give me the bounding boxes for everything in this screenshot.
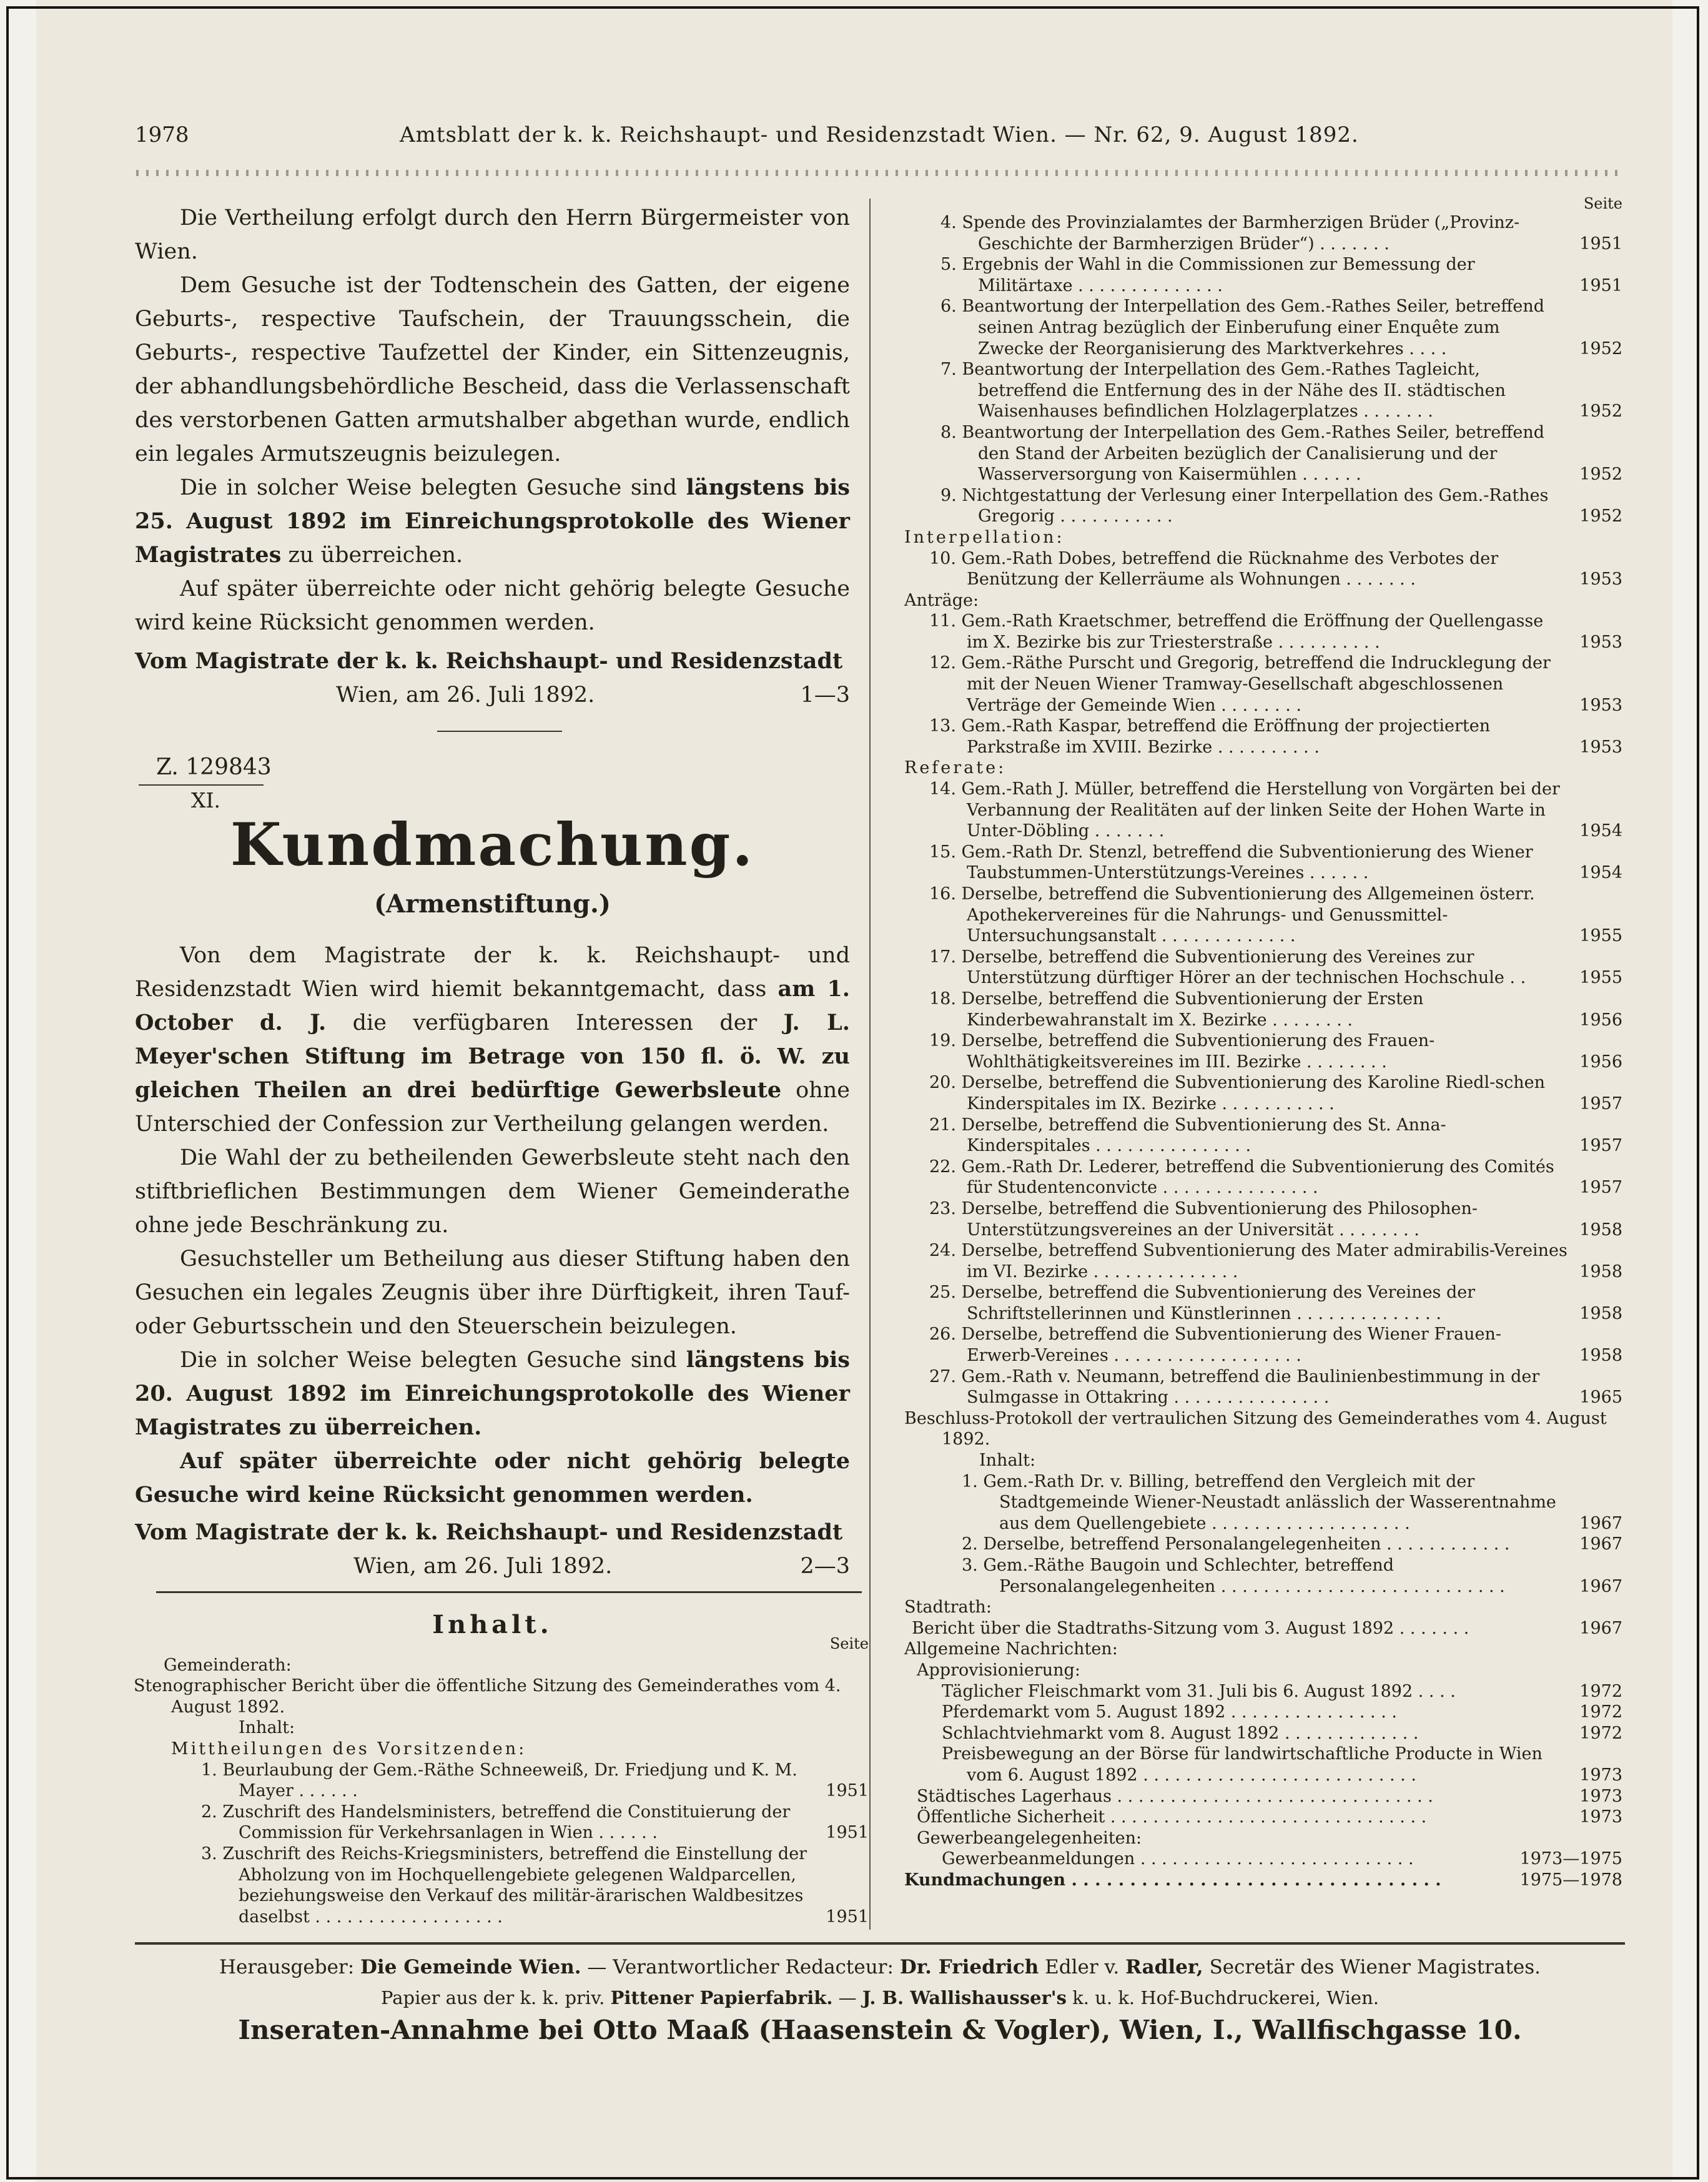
notice-date: Wien, am 26. Juli 1892.: [353, 1554, 613, 1579]
stadtrath-label: Stadtrath:: [904, 1597, 992, 1617]
toc-entry: Täglicher Fleischmarkt vom 31. Juli bis 6. August 1892 . . . . 1972: [942, 1681, 1622, 1701]
left-top-section: [135, 201, 850, 712]
allgemeine-label: Allgemeine Nachrichten:: [904, 1639, 1118, 1659]
notice-paragraph-3: Gesuchsteller um Betheilung aus dieser Stiftung haben den Gesuchen ein legales Zeugnis über ihre Dürftigkeit, ihren Tauf- oder Geburtsschein und den Steuerschein beizulegen.: [135, 1247, 850, 1339]
inhalt-title: Inhalt.: [432, 1610, 553, 1639]
toc-entry: Bericht über die Stadtraths-Sitzung vom 3. August 1892 . . . . . . . 1967: [912, 1618, 1622, 1638]
notice-paragraph-2: Die Wahl der zu betheilenden Gewerbsleute steht nach den stiftbrieflichen Bestimmungen dem Wiener Gemeinderathe ohne jede Beschränkung zu.: [135, 1145, 850, 1238]
page-header-title: Amtsblatt der k. k. Reichshaupt- und Residenzstadt Wien. — Nr. 62, 9. August 1892.: [400, 122, 1359, 147]
toc-entry: 8. Beantwortung der Interpellation des Gem.-Rathes Seiler, betreffend den Stand der Arbeiten bezüglich der Canalisierung und der Wasserversorgung von Kaisermühlen . . . . . . 1952: [940, 422, 1622, 485]
reference-section: XI.: [191, 788, 221, 812]
toc-entry: 24. Derselbe, betreffend Subventionierung des Mater admirabilis-Vereines im VI. Bezirke . . . . . . . . . . . . . . 1958: [929, 1241, 1622, 1281]
referate-label: Referate:: [904, 758, 1007, 778]
notice-paragraph-4: Die in solcher Weise belegten Gesuche sind längstens bis 20. August 1892 im Einreichungsprotokolle des Wiener Magistrates zu überreichen.: [135, 1347, 851, 1440]
signature: Vom Magistrate der k. k. Reichshaupt- und Residenzstadt: [135, 648, 843, 674]
toc-entry: 9. Nichtgestattung der Verlesung einer Interpellation des Gem.-Rathes Gregorig . . . . . . . . . . . 1952: [940, 485, 1622, 526]
toc-entry: Städtisches Lagerhaus . . . . . . . . . . . . . . . . . . . . . . . . . . . . . . 1973: [917, 1786, 1622, 1806]
inhalt-sub-label: Inhalt:: [239, 1718, 295, 1738]
toc-entry: Pferdemarkt vom 5. August 1892 . . . . . . . . . . . . . . . . 1972: [942, 1702, 1622, 1722]
footer-advertising-line: Inseraten-Annahme bei Otto Maaß (Haasenstein & Vogler), Wien, I., Wallfischgasse 10.: [238, 2015, 1522, 2045]
reference-number: Z. 129843: [156, 754, 272, 780]
inhalt-left: [134, 1634, 869, 1927]
toc-entry: 1. Gem.-Rath Dr. v. Billing, betreffend den Vergleich mit der Stadtgemeinde Wiener-Neustadt anlässlich der Wasserentnahme aus dem Quellengebiete . . . . . . . . . . . . . . . . . . . 1967: [962, 1471, 1622, 1533]
toc-entry: 5. Ergebnis der Wahl in die Commissionen zur Bemessung der Militärtaxe . . . . . . . . . . . . . . 1951: [940, 255, 1622, 295]
toc-entry: 10. Gem.-Rath Dobes, betreffend die Rücknahme des Verbotes der Benützung der Kellerräume als Wohnungen . . . . . . . 1953: [929, 548, 1622, 590]
toc-right-list: [904, 212, 1622, 527]
notice-paragraph-1: Von dem Magistrate der k. k. Reichshaupt- und Residenzstadt Wien wird hiemit bekanntgemacht, dass am 1. October d. J. die verfügbaren Interessen der J. L. Meyer'schen Stiftung im Betrage von 150 fl. ö. W. zu gleichen Theilen an drei bedürftige Gewerbsleute ohne Unterschied der Confession zur Vertheilung gelangen werden.: [135, 943, 850, 1137]
notice-code: 2—3: [800, 1554, 850, 1579]
notice-paragraph-5: Auf später überreichte oder nicht gehörig belegte Gesuche wird keine Rücksicht genommen werden.: [135, 1448, 850, 1508]
toc-entry: Preisbewegung an der Börse für landwirtschaftliche Producte in Wien vom 6. August 1892 . . . . . . . . . . . . . . . . . . . . . . . . . . 1973: [942, 1744, 1622, 1785]
page-number: 1978: [135, 122, 189, 147]
footer-rule: [135, 1942, 1625, 1945]
mittheilungen-label: Mittheilungen des Vorsitzenden:: [171, 1739, 527, 1759]
notice-signature: Vom Magistrate der k. k. Reichshaupt- und Residenzstadt: [135, 1519, 843, 1545]
toc-entry: 2. Derselbe, betreffend Personalangelegenheiten . . . . . . . . . . . . 1967: [962, 1534, 1622, 1554]
toc-entry: Kundmachungen . . . . . . . . . . . . . . . . . . . . . . . . . . . . . . . . 1975—1978: [904, 1870, 1622, 1890]
reference-underline: [139, 784, 264, 786]
toc-entry: 4. Spende des Provinzialamtes der Barmherzigen Brüder („Provinz-Geschichte der Barmherzigen Brüder“) . . . . . . . 1951: [940, 213, 1622, 254]
toc-entry: 2. Zuschrift des Handelsministers, betreffend die Constituierung der Commission für Verkehrsanlagen in Wien . . . . . . 1951: [201, 1802, 869, 1843]
paragraph-late: Auf später überreichte oder nicht gehörig belegte Gesuche wird keine Rücksicht genommen werden.: [135, 576, 850, 635]
gewerbe-label: Gewerbeangelegenheiten:: [917, 1828, 1142, 1848]
toc-entry: Gewerbeanmeldungen . . . . . . . . . . . . . . . . . . . . . . . . . . 1973—1975: [942, 1849, 1622, 1869]
footer-publisher-line: Herausgeber: Die Gemeinde Wien. — Verantwortlicher Redacteur: Dr. Friedrich Edler v. Radler, Secretär des Wiener Magistrates.: [219, 1956, 1541, 1978]
paragraph-distribution: Die Vertheilung erfolgt durch den Herrn Bürgermeister von Wien.: [135, 205, 850, 264]
notice-body: [135, 939, 850, 1583]
toc-entry: 25. Derselbe, betreffend die Subventionierung des Vereines der Schriftstellerinnen und Künstlerinnen . . . . . . . . . . . . . . 1958: [929, 1283, 1622, 1323]
toc-entry: 3. Gem.-Räthe Baugoin und Schlechter, betreffend Personalangelegenheiten . . . . . . . . . . . . . . . . . . . . . . . . . . . 1967: [962, 1556, 1622, 1596]
toc-entry: 18. Derselbe, betreffend die Subventionierung der Ersten Kinderbewahranstalt im X. Bezirke . . . . . . . . 1956: [929, 989, 1622, 1030]
notice-code: 1—3: [800, 683, 850, 708]
toc-entry: 13. Gem.-Rath Kaspar, betreffend die Eröffnung der projectierten Parkstraße im XVIII. Bezirke . . . . . . . . . . 1953: [929, 716, 1622, 757]
right-seite-label: Seite: [1583, 195, 1622, 212]
toc-entry: 3. Zuschrift des Reichs-Kriegsministers, betreffend die Einstellung der Abholzung von im Hochquellengebiete gelegenen Waldparcellen, beziehungsweise den Verkauf des militär-ärarischen Waldbesitzes daselbst . . . . . . . . . . . . . . . . . . 1951: [201, 1844, 869, 1927]
header-rule: [132, 170, 1625, 176]
notice-title: Kundmachung.: [230, 811, 755, 879]
inhalt-rule: [156, 1591, 862, 1593]
approvisionierung-label: Approvisionierung:: [917, 1660, 1080, 1680]
column-divider: [869, 199, 871, 1930]
toc-entry: 16. Derselbe, betreffend die Subventionierung des Allgemeinen österr. Apothekervereines für die Nahrungs- und Genussmittel-Untersuchungsanstalt . . . . . . . . . . . . . 1955: [929, 884, 1622, 946]
toc-entry: 26. Derselbe, betreffend die Subventionierung des Wiener Frauen-Erwerb-Vereines . . . . . . . . . . . . . . . . . . 1958: [929, 1325, 1622, 1366]
toc-entry: 20. Derselbe, betreffend die Subventionierung des Karoline Riedl-schen Kinderspitales im IX. Bezirke . . . . . . . . . . . 1957: [929, 1073, 1622, 1113]
antraege-list: [904, 611, 1622, 758]
toc-entry: 15. Gem.-Rath Dr. Stenzl, betreffend die Subventionierung des Wiener Taubstummen-Unterstützungs-Vereines . . . . . . 1954: [929, 842, 1622, 883]
interpellation-list: [904, 548, 1622, 590]
referate-list: [904, 779, 1622, 1408]
toc-entry: 19. Derselbe, betreffend die Subventionierung des Frauen-Wohlthätigkeitsvereines im III. Bezirke . . . . . . . . 1956: [929, 1031, 1622, 1072]
toc-entry: Öffentliche Sicherheit . . . . . . . . . . . . . . . . . . . . . . . . . . . . . . 1973: [917, 1807, 1622, 1827]
deadline-bold: längstens bis 25. August 1892 im Einreichungsprotokolle des Wiener Magistrates: [135, 475, 851, 568]
toc-entry: 14. Gem.-Rath J. Müller, betreffend die Herstellung von Vorgärten bei der Verbannung der Realitäten auf der linken Seite der Hohen Warte in Unter-Döbling . . . . . . . 1954: [929, 779, 1622, 841]
inhalt-right: [904, 194, 1622, 1891]
seite-label: Seite: [829, 1635, 869, 1652]
gemeinderath-label: Gemeinderath:: [164, 1655, 292, 1675]
toc-entry: 6. Beantwortung der Interpellation des Gem.-Rathes Seiler, betreffend seinen Antrag bezüglich der Einberufung einer Enquête zum Zwecke der Reorganisierung des Marktverkehres . . . . 1952: [940, 297, 1622, 358]
antraege-label: Anträge:: [904, 590, 979, 610]
protokoll-list: [904, 1471, 1622, 1597]
notice-subtitle: (Armenstiftung.): [374, 889, 611, 919]
toc-entry: 17. Derselbe, betreffend die Subventionierung des Vereines zur Unterstützung dürftiger Hörer an der technischen Hochschule . . 1955: [929, 947, 1622, 988]
signature-date: Wien, am 26. Juli 1892.: [336, 683, 595, 708]
toc-entry: 7. Beantwortung der Interpellation des Gem.-Rathes Tagleicht, betreffend die Entfernung des in der Nähe des II. städtischen Waisenhauses befindlichen Holzlagerplatzes . . . . . . . 1952: [940, 360, 1622, 422]
toc-entry: 11. Gem.-Rath Kraetschmer, betreffend die Eröffnung der Quellengasse im X. Bezirke bis zur Triesterstraße . . . . . . . . . . 1953: [929, 611, 1622, 652]
paragraph-deadline: Die in solcher Weise belegten Gesuche sind längstens bis 25. August 1892 im Einreichungsprotokolle des Wiener Magistrates zu überreichen.: [135, 475, 851, 568]
footer-printer-line: Papier aus der k. k. priv. Pittener Papierfabrik. — J. B. Wallishausser's k. u. k. Hof-Buchdruckerei, Wien.: [381, 1987, 1379, 2008]
protokoll-heading: Beschluss-Protokoll der vertraulichen Sitzung des Gemeinderathes vom 4. August 1892.: [904, 1408, 1607, 1449]
toc-entry: 22. Gem.-Rath Dr. Lederer, betreffend die Subventionierung des Comités für Studentenconvicte . . . . . . . . . . . . . . . 1957: [929, 1157, 1622, 1198]
protokoll-inhalt-label: Inhalt:: [979, 1451, 1036, 1471]
toc-entry: 21. Derselbe, betreffend die Subventionierung des St. Anna-Kinderspitales . . . . . . . . . . . . . . . 1957: [929, 1115, 1622, 1156]
interpellation-label: Interpellation:: [904, 527, 1065, 547]
bericht-heading: Stenographischer Bericht über die öffentliche Sitzung des Gemeinderathes vom 4. August 1892.: [134, 1676, 841, 1717]
paragraph-documents: Dem Gesuche ist der Todtenschein des Gatten, der eigene Geburts-, respective Taufschein, der Trauungsschein, die Geburts-, respective Taufzettel der Kinder, ein Sittenzeugnis, der abhandlungsbehördliche Bescheid, dass die Verlassenschaft des verstorbenen Gatten armutshalber abgethan wurde, endlich ein legales Armutszeugnis beizulegen.: [135, 273, 850, 467]
section-divider: [437, 731, 562, 732]
approv-list: [904, 1681, 1622, 1786]
toc-entry: 23. Derselbe, betreffend die Subventionierung des Philosophen-Unterstützungsvereines an der Universität . . . . . . . . 1958: [929, 1198, 1622, 1240]
toc-entry: 12. Gem.-Räthe Purscht und Gregorig, betreffend die Indrucklegung der mit der Neuen Wiener Tramway-Gesellschaft abgeschlossenen Verträge der Gemeinde Wien . . . . . . . . 1953: [929, 653, 1622, 715]
toc-left-list: [164, 1760, 869, 1928]
toc-entry: Schlachtviehmarkt vom 8. August 1892 . . . . . . . . . . . . . 1972: [942, 1723, 1622, 1743]
toc-entry: 27. Gem.-Rath v. Neumann, betreffend die Baulinienbestimmung in der Sulmgasse in Ottakring . . . . . . . . . . . . . . . 1965: [929, 1366, 1622, 1408]
toc-entry: 1. Beurlaubung der Gem.-Räthe Schneeweiß, Dr. Friedjung und K. M. Mayer . . . . . . 1951: [201, 1760, 869, 1801]
